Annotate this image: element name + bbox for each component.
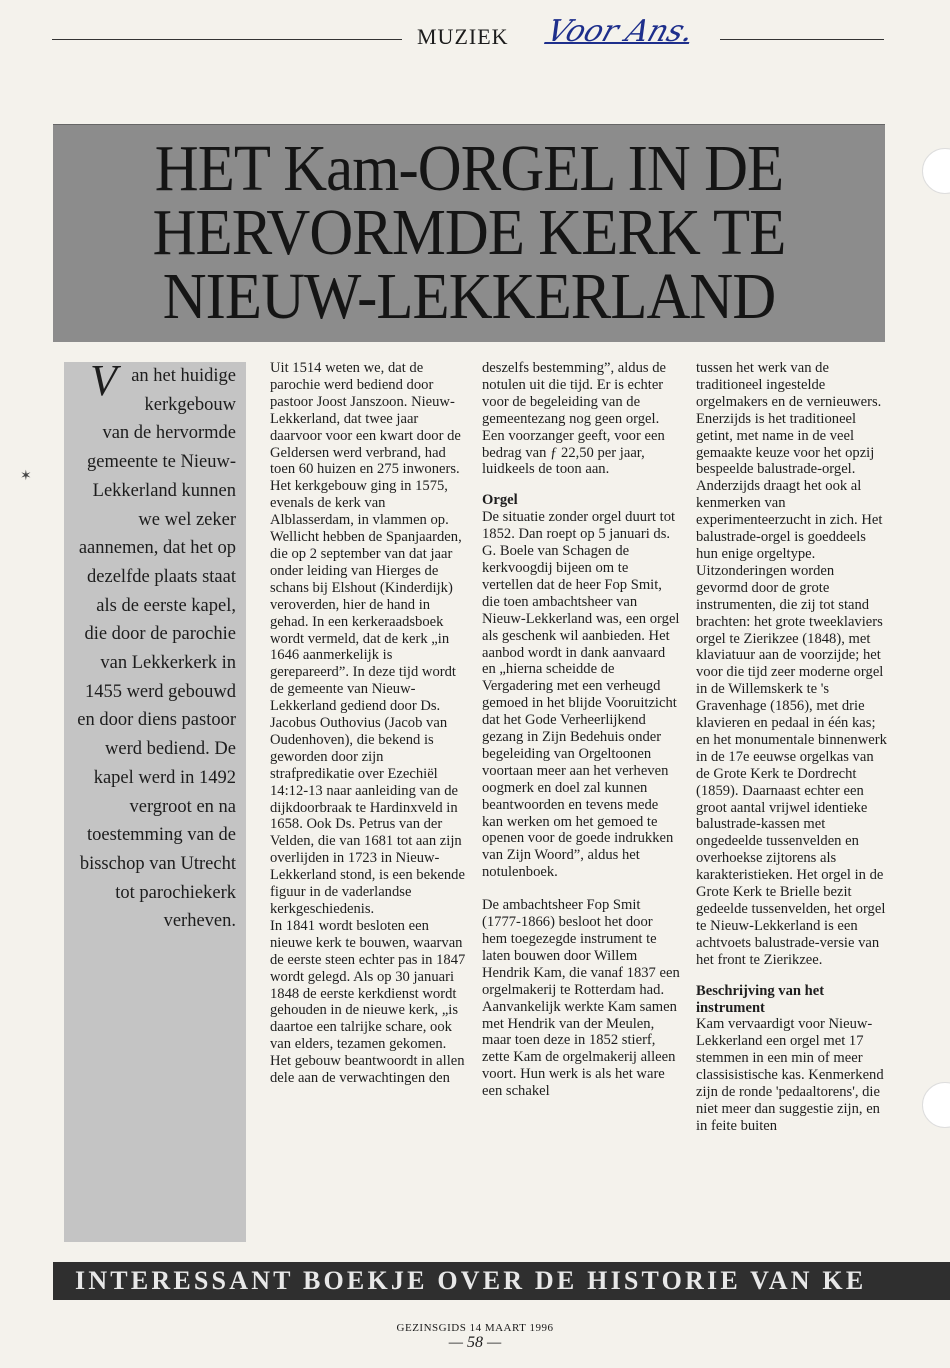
intro-body: an het huidige kerkgebouw van de hervormde gemeente te Nieuw-Lekkerland kunnen we wel zeker aannemen, dat het op dezelfde plaats staat als de eerste kapel, die door de parochie van Lekkerkerk in 1455 werd gebouwd en door diens pastoor werd bediend. De kapel werd in 1492 vergroot en na toestemming van de bisschop van Utrecht tot parochiekerk verheven. (77, 366, 236, 932)
column-1-paragraph: In 1841 wordt besloten een nieuwe kerk te bouwen, waarvan de eerste steen echter pas in 1847 wordt gelegd. Als op 30 januari 1848 de eerste kerkdienst wordt gehouden in de nieuwe kerk, „is daartoe een talrijke schare, ook van elders, tezamen gekomen. Het gebouw beantwoordt in allen dele aan de verwachtingen den (270, 917, 466, 1087)
title-line-3: NIEUW-LEKKERLAND (162, 260, 776, 333)
punch-hole (922, 148, 950, 194)
column-1-paragraph: Het kerkgebouw ging in 1575, evenals de kerk van Alblasserdam, in vlammen op. Wellicht hebben de Spanjaarden, die op 2 september van dat jaar onder leiding van Hierges de schans bij Elshout (Kinderdijk) veroverden, hier de hand in gehad. In een kerkeraadsboek wordt vermeld, dat de kerk „in 1646 aanmerkelijk is gerepareerd”. In deze tijd wordt de gemeente van Nieuw-Lekkerland gediend door Ds. Jacobus Outhovius (Jacob van Oudenhoven), die bekend is geworden door zijn strafpredikatie over Ezechiël 14:12-13 naar aanleiding van de dijkdoorbraak te Hardinxveld in 1658. Ook Ds. Petrus van der Velden, die van 1681 tot aan zijn overlijden in 1723 in Nieuw-Lekkerland stond, is een bekende figuur in de vaderlandse kerkgeschiedenis. (270, 478, 465, 917)
column-1 (270, 360, 468, 1087)
bottom-banner (53, 1262, 950, 1300)
section-label: MUZIEK (417, 24, 509, 49)
column-2 (482, 360, 680, 1100)
intro-box (64, 356, 246, 1242)
header-rule-left (52, 39, 402, 40)
punch-hole (922, 1082, 950, 1128)
column-1-paragraph: Uit 1514 weten we, dat de parochie werd bediend door pastoor Joost Janszoon. Nieuw-Lekkerland, dat twee jaar daarvoor voor een kwart door de Geldersen werd verbrand, had toen 60 huizen en 275 inwoners. (270, 360, 461, 478)
article-title (86, 125, 851, 333)
column-3-paragraph: tussen het werk van de traditioneel ingestelde orgelmakers en de vernieuwers. Enerzijds is het traditioneel getint, met name in de veel gemaakte keuze voor het opzij bespeelde balustrade-orgel. Anderzijds draagt het ook al kenmerken van experimenteerzucht in zich. Het balustrade-orgel is goeddeels hun enige orgeltype. Uitzonderingen worden gevormd door de grote instrumenten, die zij tot stand brachten: het grote tweeklaviers orgel te Zierikzee (1848), met klaviatuur aan de voorzijde; het voor die tijd zeer moderne orgel in de Willemskerk te 's Gravenhage (1856), met drie klavieren en pedaal in één kas; en het monumentale binnenwerk in de 17e eeuwse orgelkas van de Grote Kerk te Dordrecht (1859). Daarnaast echter een groot aantal vrijwel identieke balustrade-kassen met ongedeelde tussenvelden en overhoekse zijtorens als karakteristieken. Het orgel in de Grote Kerk te Brielle bezit gedeelde tussenvelden, het orgel te Nieuw-Lekkerland is een achtvoets balustrade-versie van het front te Zierikzee. (696, 360, 887, 968)
intro-text (70, 356, 236, 936)
column-2-paragraph: deszelfs bestemming”, aldus de notulen uit die tijd. Er is echter voor de begeleiding van de gemeentezang nog geen orgel. Een voorzanger geeft, voor een bedrag van ƒ 22,50 per jaar, luidkeels de toon aan. (482, 360, 666, 478)
title-line-1: HET Kam-ORGEL IN DE (154, 132, 784, 205)
header-rule-right (720, 39, 884, 40)
column-2-paragraph: De ambachtsheer Fop Smit (1777-1866) besloot het door hem toegezegde instrument te laten bouwen door Willem Hendrik Kam, die vanaf 1837 een orgelmakerij te Rotterdam had. Aanvankelijk werkte Kam samen met Hendrik van der Meulen, maar toen deze in 1852 stierf, zette Kam de orgelmakerij alleen voort. Hun werk is als het ware een schakel (482, 897, 680, 1100)
heading-beschrijving: Beschrijving van het instrument (696, 982, 825, 1016)
banner-text: INTERESSANT BOEKJE OVER DE HISTORIE VAN KE (75, 1266, 867, 1295)
heading-orgel: Orgel (482, 492, 518, 509)
handwritten-note: Voor Ans. (542, 14, 699, 49)
paragraph-gap (482, 881, 680, 897)
ink-mark-icon: ✶ (20, 469, 32, 484)
column-3-paragraph: Kam vervaardigt voor Nieuw-Lekkerland een orgel met 17 stemmen in een min of meer classisistische kas. Kenmerkend zijn de ronde 'pedaaltorens', die niet meer dan suggestie zijn, en in feite buiten (696, 1016, 884, 1134)
title-box (53, 124, 885, 342)
column-2-paragraph: De situatie zonder orgel duurt tot 1852. Dan roept op 5 januari ds. G. Boele van Schagen de kerkvoogdij bijeen om te vertellen dat de heer Fop Smit, die toen ambachtsheer van Nieuw-Lekkerland was, een orgel als geschenk wil aanbieden. Het aanbod wordt in dank aanvaard en „hierna scheidde de Vergadering met een verheugd gemoed in het blijde Vooruitzicht dat het Gode Verheerlijkend gezang in Zijn Bedehuis onder begeleiding van Orgeltoonen voortaan meer aan het verheven oogmerk en doel zal kunnen beantwoorden en tevens mede kan werken om het gemoed te openen voor de goede indrukken van Zijn Woord”, aldus het notulenboek. (482, 509, 680, 881)
page-number: — 58 — (448, 1334, 502, 1351)
column-3 (696, 360, 888, 1135)
title-line-2: HERVORMDE KERK TE (152, 196, 786, 269)
publication-footer: GEZINSGIDS 14 MAART 1996 (396, 1322, 554, 1334)
drop-cap: V (90, 356, 117, 405)
